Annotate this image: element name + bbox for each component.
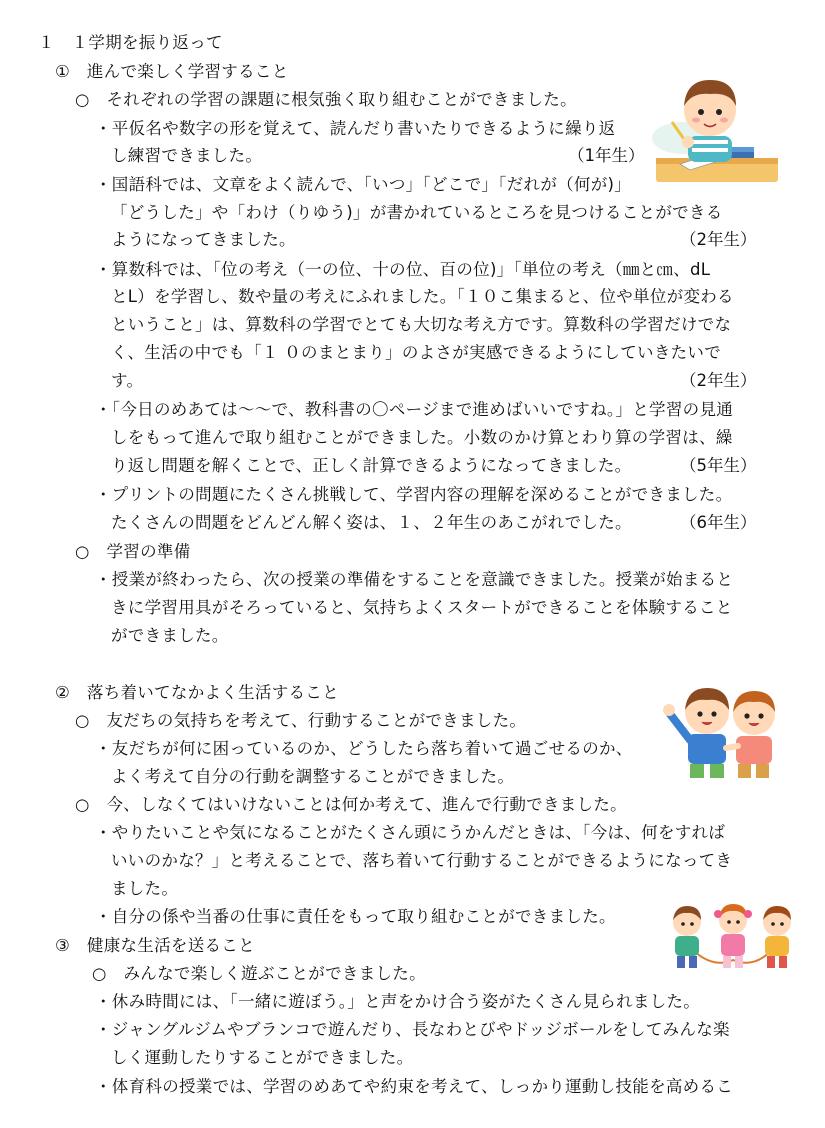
s1-b6-line2: きに学習用具がそろっていると、気持ちよくスタートができることを体験すること	[111, 598, 733, 617]
s1-b3-line4: く、生活の中でも「１ ０のまとまり」のよさが実感できるようにしていきたいで	[111, 343, 722, 362]
s2-b2-line2: いいのかな？」と考えることで、落ち着いて行動することができるようになってき	[111, 851, 733, 870]
section-title: １ １学期を振り返って	[38, 33, 223, 52]
s1-b3-grade: （2年生）	[680, 371, 757, 390]
s1-b3-line3: ということ」は、算数科の学習でとても大切な考え方です。算数科の学習だけでな	[111, 315, 732, 334]
s1-b1-line1: ・平仮名や数字の形を覚えて、読んだり書いたりできるように繰り返	[95, 119, 616, 138]
s3-item-a: ○ みんなで楽しく遊ぶことができました。	[92, 964, 426, 983]
boy-studying-illustration	[652, 66, 780, 184]
s1-b5-grade: （6年生）	[680, 513, 757, 532]
s1-b5-line2: たくさんの問題をどんどん解く姿は、１、２年生のあこがれでした。	[111, 513, 632, 532]
s1-b6-line1: ・授業が終わったら、次の授業の準備をすることを意識できました。授業が始まると	[95, 570, 734, 589]
s1-b3-line1: ・算数科では、「位の考え（一の位、十の位、百の位)」「単位の考え（㎜と㎝、dL	[95, 260, 711, 279]
s3-b2-line2: しく運動したりすることができました。	[111, 1048, 414, 1067]
two-children-waving-illustration	[660, 680, 790, 782]
s1-b3-line5: す。	[111, 371, 144, 390]
s1-b2-grade: （2年生）	[680, 230, 757, 249]
s1-b3-line2: とL）を学習し、数や量の考えにふれました。「１０こ集まると、位や単位が変わる	[111, 287, 734, 306]
children-jump-rope-illustration	[665, 900, 800, 972]
s1-item-b: ○ 学習の準備	[75, 542, 191, 561]
s2-b2-line3: ました。	[111, 879, 179, 898]
s1-heading: ① 進んで楽しく学習すること	[55, 62, 289, 81]
s1-item-a: ○ それぞれの学習の課題に根気強く取り組むことができました。	[75, 90, 577, 109]
s1-b4-line3: り返し問題を解くことで、正しく計算できるようになってきました。	[111, 456, 632, 475]
s1-b2-line3: ようになってきました。	[111, 230, 296, 249]
s1-b5-line1: ・プリントの問題にたくさん挑戦して、学習内容の理解を深めることができました。	[95, 485, 733, 504]
s1-b4-line1: ・「今日のめあては〜〜で、教科書の〇ページまで進めばいいですね。」と学習の見通	[95, 400, 734, 419]
s2-b1-line2: よく考えて自分の行動を調整することができました。	[111, 767, 515, 786]
s1-b2-line1: ・国語科では、文章をよく読んで、「いつ」「どこで」「だれが（何が)」	[95, 175, 632, 194]
s1-b1-grade: （1年生）	[568, 146, 645, 165]
s3-b1: ・休み時間には、「一緒に遊ぼう。」と声をかけ合う姿がたくさん見られました。	[95, 992, 701, 1011]
s1-b1-line2: し練習できました。	[111, 146, 263, 165]
s1-b4-grade: （5年生）	[680, 456, 757, 475]
s3-heading: ③ 健康な生活を送ること	[55, 936, 255, 955]
s1-b2-line2: 「どうした」や「わけ（りゆう)」が書かれているところを見つけることができる	[111, 203, 723, 222]
s2-heading: ② 落ち着いてなかよく生活すること	[55, 683, 339, 702]
s2-item-a: ○ 友だちの気持ちを考えて、行動することができました。	[75, 711, 527, 730]
s2-b1-line1: ・友だちが何に困っているのか、どうしたら落ち着いて過ごせるのか、	[95, 739, 633, 758]
s2-item-b: ○ 今、しなくてはいけないことは何か考えて、進んで行動できました。	[75, 795, 627, 814]
s2-b2-line1: ・やりたいことや気になることがたくさん頭にうかんだときは、「今は、何をすれば	[95, 823, 726, 842]
s3-b3: ・体育科の授業では、学習のめあてや約束を考えて、しっかり運動し技能を高めるこ	[95, 1077, 734, 1096]
s3-b2-line1: ・ジャングルジムやブランコで遊んだり、長なわとびやドッジボールをしてみんな楽	[95, 1020, 730, 1039]
s2-b3: ・自分の係や当番の仕事に責任をもって取り組むことができました。	[95, 907, 616, 926]
s1-b4-line2: しをもって進んで取り組むことができました。小数のかけ算とわり算の学習は、繰	[111, 428, 733, 447]
s1-b6-line3: ができました。	[111, 626, 229, 645]
